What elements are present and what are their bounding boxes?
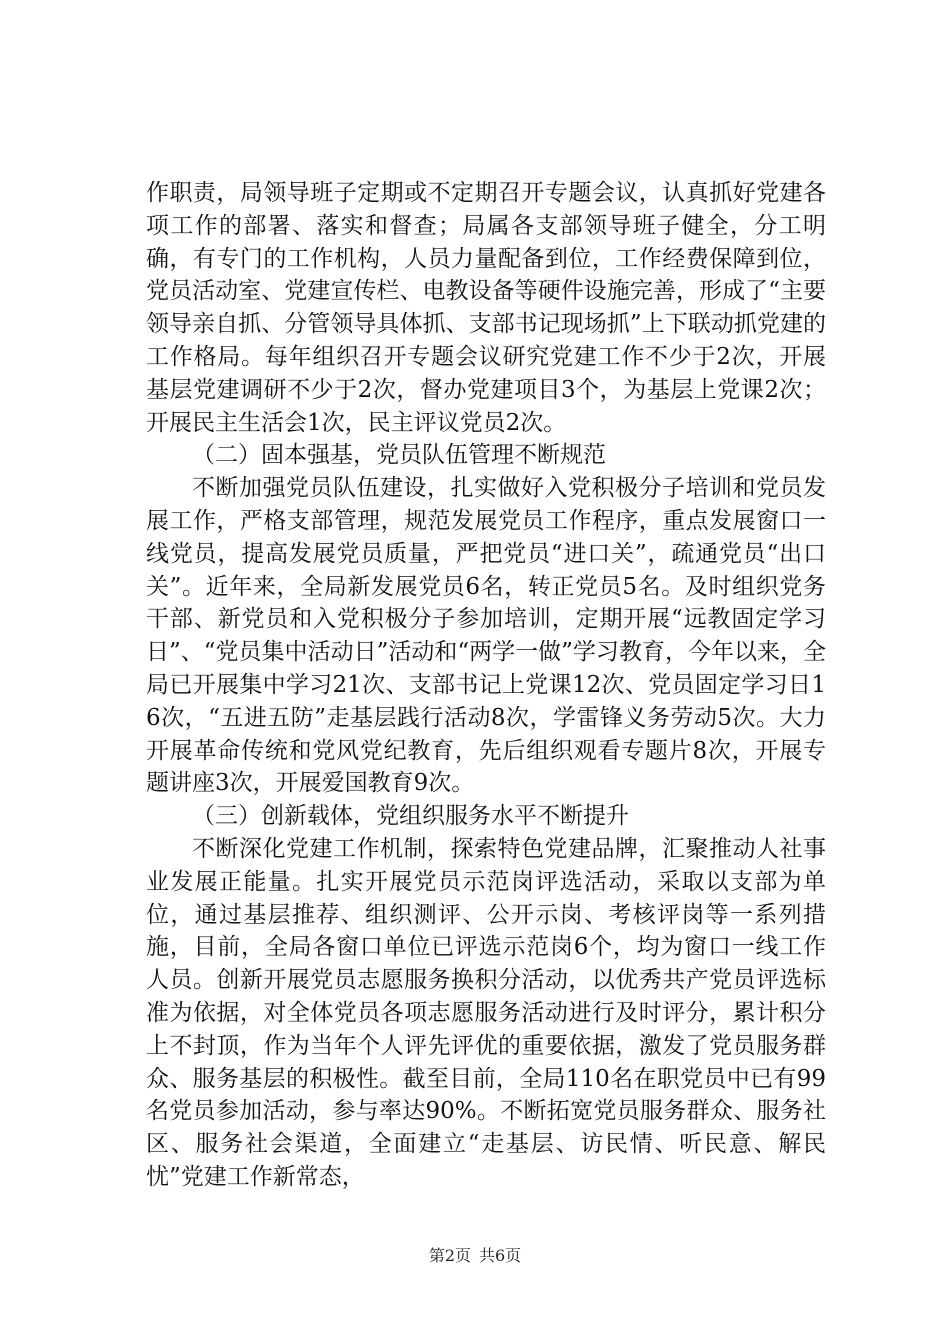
section-heading-3: （三）创新载体，党组织服务水平不断提升 [192, 803, 629, 830]
page-footer [0, 1246, 950, 1266]
page-total: 共6页 [479, 1246, 522, 1265]
paragraph-leadership-structure: 作职责，局领导班子定期或不定期召开专题会议，认真抓好党建各项工作的部署、落实和督查；局属各支部领导班子健全，分工明确，有专门的工作机构，人员力量配备到位，工作经费保障到位，党员活动室、党建宣传栏、电教设备等硬件设施完善，形成了“主要领导亲自抓、分管领导具体抓、支部书记现场抓”上下联动抓党建的工作格局。每年组织召开专题会议研究党建工作不少于2次，开展基层党建调研不少于2次，督办党建项目3个，为基层上党课2次；开展民主生活会1次，民主评议党员2次。 [146, 180, 826, 436]
paragraph-member-management: 不断加强党员队伍建设，扎实做好入党积极分子培训和党员发展工作，严格支部管理，规范发展党员工作程序，重点发展窗口一线党员，提高发展党员质量，严把党员“进口关”，疏通党员“出口关”。近年来，全局新发展党员6名，转正党员5名。及时组织党务干部、新党员和入党积极分子参加培训，定期开展“远教固定学习日”、“党员集中活动日”活动和“两学一做”学习教育，今年以来，全局已开展集中学习21次、支部书记上党课12次、党员固定学习日16次，“五进五防”走基层践行活动8次，学雷锋义务劳动5次。大力开展革命传统和党风党纪教育，先后组织观看专题片8次，开展专题讲座3次，开展爱国教育9次。 [146, 475, 826, 797]
document-body [146, 177, 826, 1194]
paragraph-service-innovation: 不断深化党建工作机制，探索特色党建品牌，汇聚推动人社事业发展正能量。扎实开展党员示范岗评选活动，采取以支部为单位，通过基层推荐、组织测评、公开示岗、考核评岗等一系列措施，目前，全局各窗口单位已评选示范岗6个，均为窗口一线工作人员。创新开展党员志愿服务换积分活动，以优秀共产党员评选标准为依据，对全体党员各项志愿服务活动进行及时评分，累计积分上不封顶，作为当年个人评先评优的重要依据，激发了党员服务群众、服务基层的积极性。截至目前，全局110名在职党员中已有99名党员参加活动，参与率达90%。不断拓宽党员服务群众、服务社区、服务社会渠道，全面建立“走基层、访民情、听民意、解民忧”党建工作新常态， [146, 835, 826, 1190]
page-number: 第2页 [428, 1246, 471, 1265]
section-heading-2: （二）固本强基，党员队伍管理不断规范 [192, 442, 606, 469]
